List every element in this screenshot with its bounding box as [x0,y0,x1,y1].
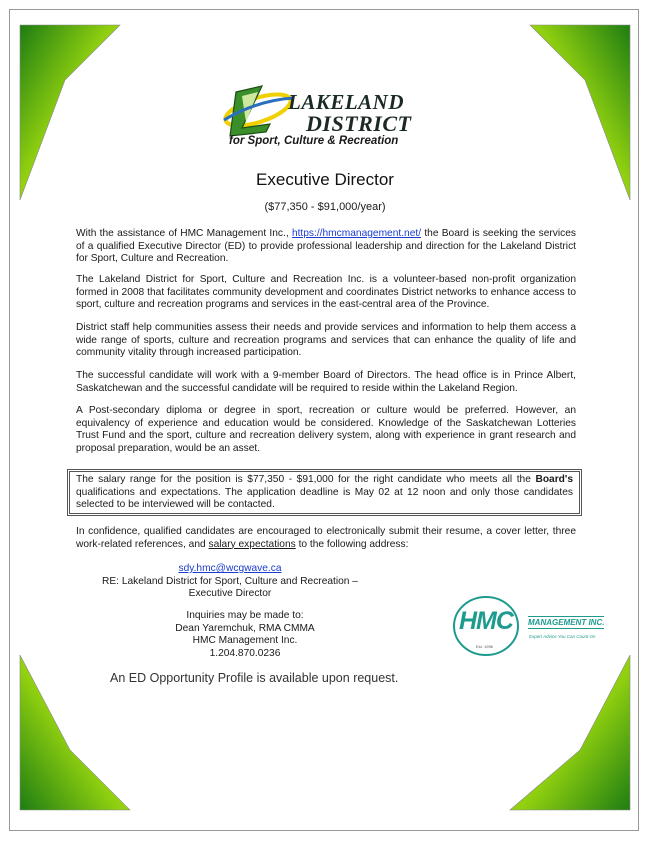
page-title: Executive Director [256,170,394,189]
logo-word-lakeland: LAKELAND [288,90,405,114]
intro-paragraph [76,228,576,266]
lakeland-emblem-icon [218,80,298,140]
salary-heading: ($77,350 - $91,000/year) [264,201,386,213]
application-text-start: In confidence, qualified candidates are encouraged to electronically submit their resume, a cover letter, three work-related references, and [76,526,576,550]
contact-name: Dean Yaremchuk, RMA CMMA [175,622,315,634]
salary-box-text-start: The salary range for the position is $77,350 - $91,000 for the right candidate who meets all the [76,474,531,485]
contact-block [60,563,400,601]
contact-company: HMC Management Inc. [192,635,298,646]
re-line: RE: Lakeland District for Sport, Culture and Recreation – Executive Director [102,575,358,599]
corner-bottom-right-decoration [500,655,650,841]
organization-paragraph: The Lakeland District for Sport, Culture and Recreation Inc. is a volunteer-based non-profit organization formed in 2008 that facilitates community development and coordinates District networks to enhance access to sport, culture and recreation programs and services in the east-central area of the Province. [76,274,576,310]
email-link[interactable]: sdy.hmc@wcgwave.ca [178,563,282,574]
footer-note: An ED Opportunity Profile is available upon request. [110,671,399,685]
inquiries-block [145,610,345,660]
logo-word-district: DISTRICT [306,111,412,136]
hmc-slogan: Expert Advice You Can Count On [529,634,596,639]
hmc-letters: HMC [459,607,513,635]
contact-phone: 1.204.870.0236 [209,647,281,659]
hmc-est: Est. 1996 [476,644,493,649]
services-paragraph: District staff help communities assess their needs and provide services and information to help them access a wide range of sports, culture and recreation programs and services that can enhance the quality of life and community vitality through increased participation. [76,322,576,358]
hmc-management-name: MANAGEMENT INC. [528,618,605,627]
salary-deadline-box [69,471,580,514]
hmc-management-logo [452,594,605,659]
salary-expectations-underline: salary expectations [208,538,296,550]
board-paragraph: The successful candidate will work with a 9-member Board of Directors. The head office is in Prince Albert, Saskatchewan and the successful candidate will be required to reside within the Lakeland Region. [76,370,576,394]
application-text-end: to the following address: [298,538,409,550]
inquiries-label: Inquiries may be made to: [186,610,304,621]
lakeland-district-logo [218,80,418,155]
hmc-website-link[interactable]: https://hmcmanagement.net/ [291,228,422,239]
intro-text-start: With the assistance of HMC Management Inc., [76,228,289,239]
intro-text-end: the Board is seeking the services of a qualified Executive Director (ED) to provide professional leadership and direction for the Lakeland District for Sport, Culture and Recreation. [76,228,576,264]
salary-box-bold: Board's [535,474,573,485]
salary-box-text-end: qualifications and expectations. The application deadline is May 02 at 12 noon and only those candidates selected to be interviewed will be contacted. [76,486,573,510]
application-paragraph [76,526,576,551]
qualifications-paragraph: A Post-secondary diploma or degree in sport, recreation or culture would be preferred. However, an equivalency of experience and education would be considered. Knowledge of the Saskatchewan Lotteries Trust Fund and the sport, culture and recreation delivery system, along with experience in grant research and proposal preparation, would be an asset. [76,405,576,454]
logo-tagline: for Sport, Culture & Recreation [229,135,399,147]
